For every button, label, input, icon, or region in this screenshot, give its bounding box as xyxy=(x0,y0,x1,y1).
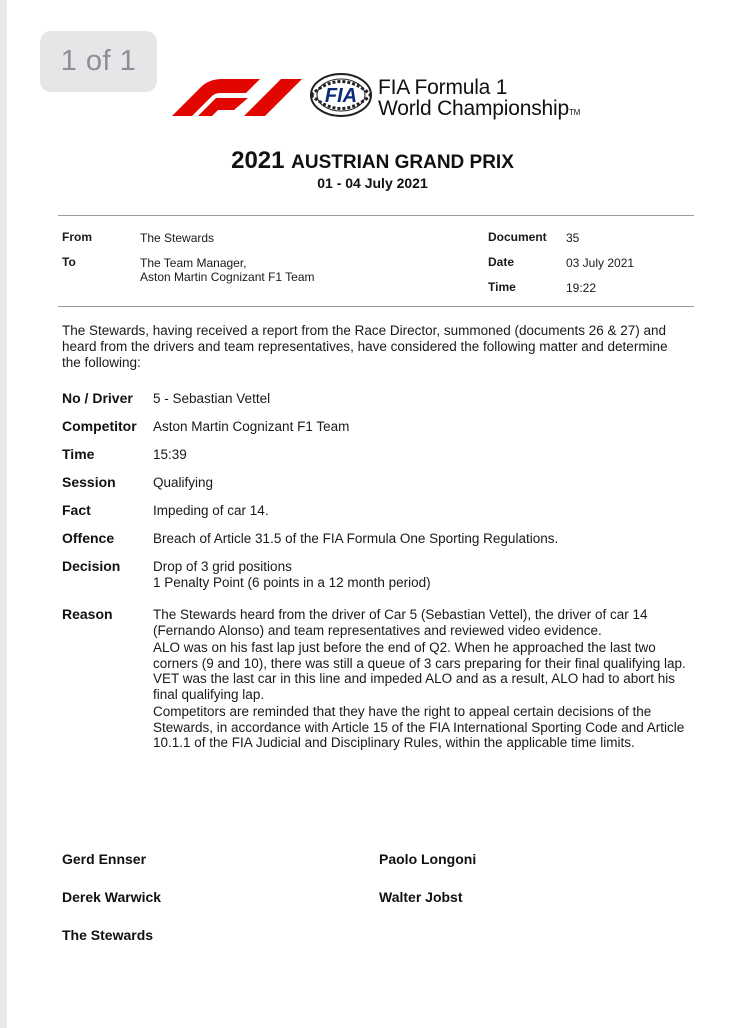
championship-title-line2 xyxy=(378,97,580,121)
time-value: 19:22 xyxy=(566,281,597,295)
event-title-name: AUSTRIAN GRAND PRIX xyxy=(291,152,514,173)
reason-label: Reason xyxy=(62,606,113,622)
event-dates: 01 - 04 July 2021 xyxy=(317,175,428,191)
fact-label: Fact xyxy=(62,502,91,518)
page-indicator-badge: 1 of 1 xyxy=(40,31,157,92)
to-value-line2: Aston Martin Cognizant F1 Team xyxy=(140,270,315,284)
steward-signature-2: Paolo Longoni xyxy=(379,851,477,867)
incident-time-label: Time xyxy=(62,446,95,462)
header-divider xyxy=(58,215,694,216)
from-label: From xyxy=(62,230,92,244)
steward-signature-1: Gerd Ennser xyxy=(62,851,147,867)
f1-logo-icon xyxy=(160,76,302,116)
reason-value xyxy=(153,607,693,753)
date-label: Date xyxy=(488,255,515,269)
championship-title-line2-text: World Championship xyxy=(378,97,569,120)
trademark-mark: TM xyxy=(568,108,581,117)
fia-logo-text: FIA xyxy=(324,85,358,107)
from-value: The Stewards xyxy=(140,231,215,245)
meta-divider xyxy=(58,306,694,307)
document-header-logos xyxy=(160,70,620,120)
session-value: Qualifying xyxy=(153,475,214,490)
intro-paragraph: The Stewards, having received a report from the Race Director, summoned (documents 26 & 27) and heard from the drivers and team representatives, have considered the following matter and determine the following: xyxy=(62,323,668,370)
decision-label: Decision xyxy=(62,558,121,574)
document-label: Document xyxy=(488,230,547,244)
time-label: Time xyxy=(488,280,516,294)
steward-signature-3: Derek Warwick xyxy=(62,889,162,905)
offence-label: Offence xyxy=(62,530,115,546)
fact-value: Impeding of car 14. xyxy=(153,503,269,518)
reason-paragraph-2: ALO was on his fast lap just before the end of Q2. When he approached the last two corners (9 and 10), there was still a queue of 3 cars preparing for their final qualifying lap. VET was the last car in this line and impeded ALO and as a result, ALO had to abort his final qualifying lap. xyxy=(153,640,686,702)
to-value xyxy=(140,256,315,284)
incident-time-value: 15:39 xyxy=(153,447,187,462)
championship-title-line1: FIA Formula 1 xyxy=(378,76,508,99)
reason-paragraph-1: The Stewards heard from the driver of Car 5 (Sebastian Vettel), the driver of car 14 (Fernando Alonso) and team representatives and reviewed video evidence. xyxy=(153,607,648,638)
document-number: 35 xyxy=(566,231,580,245)
date-value: 03 July 2021 xyxy=(566,256,635,270)
event-title xyxy=(0,147,745,175)
competitor-value: Aston Martin Cognizant F1 Team xyxy=(153,419,350,434)
decision-penalty-points: 1 Penalty Point (6 points in a 12 month period) xyxy=(153,574,431,590)
event-title-year: 2021 xyxy=(231,147,292,174)
stewards-footer: The Stewards xyxy=(62,927,154,943)
reason-paragraph-3: Competitors are reminded that they have the right to appeal certain decisions of the Stewards, in accordance with Article 15 of the FIA International Sporting Code and Article 10.1.1 of the FIA Judicial and Disciplinary Rules, within the applicable time limits. xyxy=(153,704,685,750)
steward-signature-4: Walter Jobst xyxy=(379,889,463,905)
to-value-line1: The Team Manager, xyxy=(140,256,247,270)
competitor-label: Competitor xyxy=(62,418,137,434)
decision-value xyxy=(153,559,693,590)
driver-label: No / Driver xyxy=(62,390,133,406)
offence-value: Breach of Article 31.5 of the FIA Formula One Sporting Regulations. xyxy=(153,531,559,546)
session-label: Session xyxy=(62,474,116,490)
to-label: To xyxy=(62,255,76,269)
decision-grid-penalty: Drop of 3 grid positions xyxy=(153,559,292,574)
driver-value: 5 - Sebastian Vettel xyxy=(153,391,271,406)
fia-logo-icon xyxy=(308,72,374,118)
